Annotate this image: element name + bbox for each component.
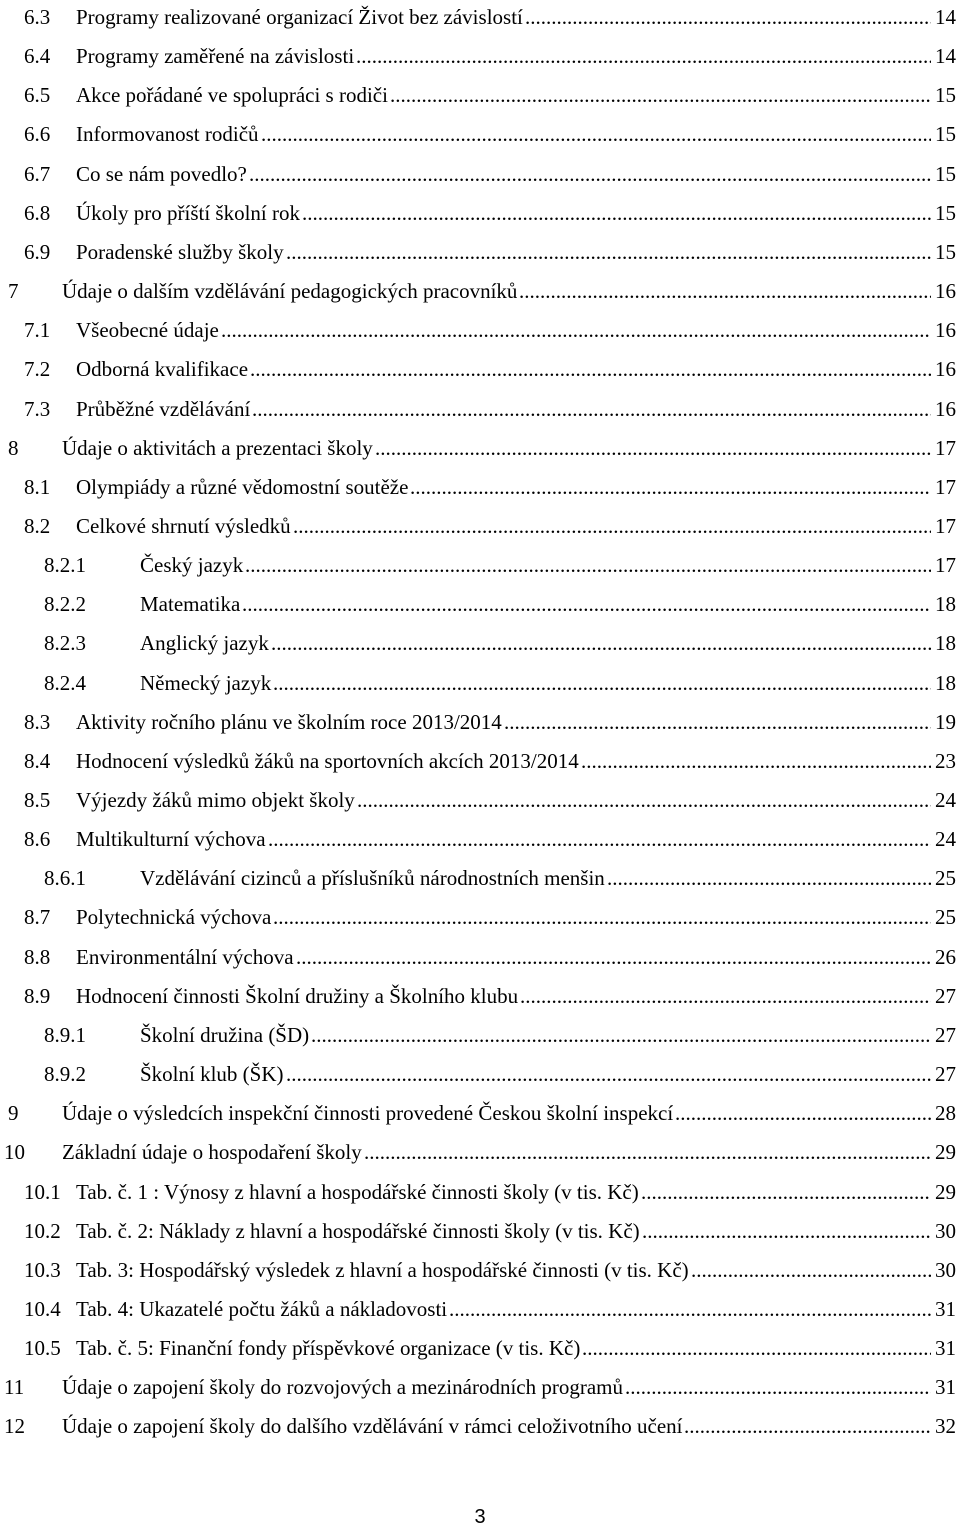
toc-dot-leader (245, 550, 931, 580)
toc-entry-number: 7.2 (24, 357, 51, 382)
toc-entry-number: 10.5 (24, 1336, 61, 1361)
toc-entry-title: Celkové shrnutí výsledků (76, 513, 291, 538)
toc-entry-title: Všeobecné údaje (76, 318, 219, 343)
toc-dot-leader (504, 707, 931, 737)
toc-entry[interactable] (0, 159, 956, 189)
toc-dot-leader (641, 1177, 931, 1207)
toc-entry[interactable] (0, 1177, 956, 1207)
toc-dot-leader (375, 433, 931, 463)
toc-dot-leader (520, 981, 931, 1011)
toc-entry[interactable] (0, 2, 956, 32)
toc-entry-number: 6.5 (24, 83, 51, 108)
toc-dot-leader (296, 942, 931, 972)
toc-entry[interactable] (0, 863, 956, 893)
toc-entry-number: 6.6 (24, 122, 51, 147)
toc-entry-title: Tab. 4: Ukazatelé počtu žáků a nákladovosti (76, 1296, 448, 1321)
toc-entry-page: 18 (931, 668, 956, 698)
toc-entry-title: Tab. č. 5: Finanční fondy příspěvkové organizace (v tis. Kč) (76, 1336, 581, 1361)
toc-dot-leader (582, 1333, 931, 1363)
toc-entry[interactable] (0, 1020, 956, 1050)
toc-entry-title: Tab. 3: Hospodářský výsledek z hlavní a hospodářské činnosti (v tis. Kč) (76, 1257, 689, 1282)
toc-entry-title: Programy realizované organizací Život bez závislostí (76, 5, 523, 29)
toc-entry-number: 8.2.2 (44, 592, 86, 617)
toc-entry-title: Školní klub (ŠK) (140, 1062, 284, 1087)
toc-entry[interactable] (0, 589, 956, 619)
toc-dot-leader (691, 1255, 931, 1285)
toc-entry-page: 15 (931, 80, 956, 110)
toc-entry[interactable] (0, 707, 956, 737)
toc-dot-leader (252, 394, 931, 424)
toc-entry-title: Informovanost rodičů (76, 122, 259, 147)
toc-dot-leader (519, 276, 931, 306)
toc-dot-leader (410, 472, 931, 502)
toc-entry-title: Anglický jazyk (140, 631, 269, 656)
toc-entry-title: Německý jazyk (140, 670, 272, 695)
toc-entry-number: 8 (8, 435, 19, 460)
toc-dot-leader (607, 863, 931, 893)
toc-entry-title: Akce pořádané ve spolupráci s rodiči (76, 83, 388, 108)
toc-entry-page: 28 (931, 1098, 956, 1128)
toc-entry-number: 8.2 (24, 513, 51, 538)
toc-entry[interactable] (0, 785, 956, 815)
toc-entry-page: 15 (931, 198, 956, 228)
toc-entry-number: 12 (4, 1414, 25, 1439)
toc-dot-leader (642, 1216, 931, 1246)
toc-entry-page: 26 (931, 942, 956, 972)
toc-dot-leader (286, 237, 931, 267)
toc-entry-title: Výjezdy žáků mimo objekt školy (76, 788, 355, 812)
toc-entry-number: 9 (8, 1101, 19, 1126)
toc-entry[interactable] (0, 315, 956, 345)
toc-entry-title: Programy zaměřené na závislosti (76, 44, 355, 69)
toc-entry-page: 17 (931, 433, 956, 463)
toc-entry-number: 10.1 (24, 1179, 61, 1204)
toc-entry-title: Multikulturní výchova (76, 827, 266, 852)
toc-entry-page: 18 (931, 628, 956, 658)
toc-dot-leader (581, 746, 931, 776)
toc-entry-number: 8.6 (24, 827, 51, 852)
toc-dot-leader (271, 628, 931, 658)
toc-dot-leader (293, 511, 931, 541)
page-number: 3 (474, 1506, 486, 1528)
toc-entry-page: 17 (931, 511, 956, 541)
toc-entry-page: 30 (931, 1255, 956, 1285)
toc-entry-number: 6.9 (24, 239, 51, 264)
toc-entry[interactable] (0, 1294, 956, 1324)
toc-entry-number: 8.7 (24, 905, 51, 930)
toc-entry-page: 32 (931, 1411, 956, 1441)
toc-dot-leader (302, 198, 931, 228)
toc-dot-leader (249, 159, 931, 189)
toc-entry-number: 10.4 (24, 1296, 61, 1321)
toc-entry-number: 8.4 (24, 748, 51, 773)
toc-entry-title: Úkoly pro příští školní rok (76, 200, 300, 225)
toc-entry-number: 8.9.1 (44, 1022, 86, 1047)
toc-entry[interactable] (0, 1333, 956, 1363)
toc-entry[interactable] (0, 1098, 956, 1128)
toc-entry-title: Odborná kvalifikace (76, 357, 249, 382)
toc-entry-page: 14 (931, 41, 956, 71)
toc-entry-page: 14 (931, 2, 956, 32)
toc-entry[interactable] (0, 394, 956, 424)
toc-dot-leader (684, 1411, 931, 1441)
toc-entry[interactable] (0, 550, 956, 580)
toc-entry-number: 8.6.1 (44, 866, 86, 891)
toc-entry-page: 18 (931, 589, 956, 619)
toc-entry[interactable] (0, 981, 956, 1011)
toc-entry-page: 31 (931, 1333, 956, 1363)
toc-entry[interactable] (0, 668, 956, 698)
toc-entry-title: Školní družina (ŠD) (140, 1022, 310, 1047)
toc-entry-title: Co se nám povedlo? (76, 161, 247, 186)
toc-entry-number: 7 (8, 279, 19, 304)
toc-entry-number: 8.8 (24, 944, 51, 969)
toc-entry-title: Údaje o zapojení školy do dalšího vzdělávání v rámci celoživotního učení (62, 1414, 683, 1439)
toc-entry-number: 8.9.2 (44, 1062, 86, 1087)
toc-dot-leader (311, 1020, 931, 1050)
toc-entry-page: 31 (931, 1372, 956, 1402)
toc-dot-leader (364, 1137, 931, 1167)
toc-entry-number: 8.9 (24, 983, 51, 1008)
toc-entry-title: Matematika (140, 592, 241, 617)
toc-entry-page: 30 (931, 1216, 956, 1246)
toc-entry[interactable] (0, 472, 956, 502)
toc-entry-number: 10.2 (24, 1218, 61, 1243)
toc-entry-page: 27 (931, 981, 956, 1011)
toc-entry-number: 8.2.3 (44, 631, 86, 656)
toc-entry-page: 17 (931, 472, 956, 502)
toc-entry-page: 24 (931, 785, 956, 815)
toc-entry-title: Tab. č. 2: Náklady z hlavní a hospodářské činnosti školy (v tis. Kč) (76, 1218, 640, 1243)
toc-entry-title: Údaje o zapojení školy do rozvojových a mezinárodních programů (62, 1375, 623, 1400)
toc-dot-leader (242, 589, 931, 619)
toc-entry[interactable] (0, 942, 956, 972)
toc-entry[interactable] (0, 1411, 956, 1441)
toc-entry-number: 8.1 (24, 474, 51, 499)
toc-entry[interactable] (0, 41, 956, 71)
toc-entry-page: 16 (931, 276, 956, 306)
toc-entry-page: 16 (931, 394, 956, 424)
toc-entry-title: Hodnocení výsledků žáků na sportovních akcích 2013/2014 (76, 748, 579, 773)
toc-dot-leader (221, 315, 931, 345)
toc-entry-number: 10.3 (24, 1257, 61, 1282)
toc-entry-page: 31 (931, 1294, 956, 1324)
toc-entry-page: 23 (931, 746, 956, 776)
toc-entry[interactable] (0, 354, 956, 384)
toc-entry-page: 19 (931, 707, 956, 737)
toc-entry[interactable] (0, 198, 956, 228)
toc-entry[interactable] (0, 433, 956, 463)
toc-entry[interactable] (0, 1137, 956, 1167)
toc-entry-number: 6.4 (24, 44, 51, 69)
toc-entry-page: 15 (931, 159, 956, 189)
toc-entry-number: 11 (4, 1375, 25, 1400)
toc-dot-leader (449, 1294, 931, 1324)
toc-dot-leader (268, 824, 931, 854)
toc-entry[interactable] (0, 1372, 956, 1402)
toc-dot-leader (357, 785, 931, 815)
toc-entry-number: 6.8 (24, 200, 51, 225)
toc-dot-leader (356, 41, 931, 71)
toc-entry-page: 15 (931, 119, 956, 149)
toc-entry[interactable] (0, 1059, 956, 1089)
toc-entry[interactable] (0, 1255, 956, 1285)
toc-entry-title: Základní údaje o hospodaření školy (62, 1140, 362, 1165)
toc-dot-leader (261, 119, 931, 149)
toc-entry-number: 7.3 (24, 396, 51, 421)
toc-entry[interactable] (0, 746, 956, 776)
toc-entry-page: 15 (931, 237, 956, 267)
toc-entry[interactable] (0, 1216, 956, 1246)
toc-entry-number: 10 (4, 1140, 25, 1165)
toc-entry-title: Český jazyk (140, 553, 244, 578)
toc-entry[interactable] (0, 902, 956, 932)
toc-entry-title: Environmentální výchova (76, 944, 294, 969)
toc-entry-page: 16 (931, 354, 956, 384)
toc-dot-leader (286, 1059, 931, 1089)
toc-entry-page: 27 (931, 1020, 956, 1050)
toc-dot-leader (625, 1372, 931, 1402)
toc-entry-number: 8.2.4 (44, 670, 86, 695)
toc-entry-number: 7.1 (24, 318, 51, 343)
toc-entry-page: 29 (931, 1177, 956, 1207)
toc-entry-title: Údaje o výsledcích inspekční činnosti provedené Českou školní inspekcí (62, 1101, 674, 1126)
toc-entry-title: Polytechnická výchova (76, 905, 272, 930)
toc-entry-title: Údaje o aktivitách a prezentaci školy (62, 435, 373, 460)
toc-entry-page: 24 (931, 824, 956, 854)
toc-dot-leader (250, 354, 931, 384)
toc-entry[interactable] (0, 276, 956, 306)
toc-entry-title: Vzdělávání cizinců a příslušníků národnostních menšin (140, 866, 605, 891)
toc-entry-page: 27 (931, 1059, 956, 1089)
toc-entry-page: 16 (931, 315, 956, 345)
toc-dot-leader (273, 902, 931, 932)
toc-entry-title: Poradenské služby školy (76, 239, 284, 264)
toc-entry[interactable] (0, 628, 956, 658)
toc-entry-title: Aktivity ročního plánu ve školním roce 2013/2014 (76, 709, 502, 734)
toc-dot-leader (390, 80, 931, 110)
toc-entry-number: 8.3 (24, 709, 51, 734)
toc-entry[interactable] (0, 824, 956, 854)
toc-entry[interactable] (0, 80, 956, 110)
toc-dot-leader (525, 2, 931, 32)
toc-entry-page: 25 (931, 863, 956, 893)
toc-entry-title: Tab. č. 1 : Výnosy z hlavní a hospodářské činnosti školy (v tis. Kč) (76, 1179, 639, 1204)
toc-entry-page: 25 (931, 902, 956, 932)
toc-entry-number: 8.2.1 (44, 553, 86, 578)
toc-entry[interactable] (0, 511, 956, 541)
toc-entry-number: 6.3 (24, 5, 51, 29)
toc-entry-page: 29 (931, 1137, 956, 1167)
toc-entry-title: Hodnocení činnosti Školní družiny a Školního klubu (76, 983, 519, 1008)
toc-dot-leader (273, 668, 931, 698)
toc-entry-number: 6.7 (24, 161, 51, 186)
toc-entry-number: 8.5 (24, 788, 51, 812)
toc-entry[interactable] (0, 119, 956, 149)
toc-entry-title: Průběžné vzdělávání (76, 396, 251, 421)
toc-entry-title: Údaje o dalším vzdělávání pedagogických pracovníků (62, 279, 518, 304)
toc-dot-leader (675, 1098, 931, 1128)
toc-entry[interactable] (0, 237, 956, 267)
toc-entry-title: Olympiády a různé vědomostní soutěže (76, 474, 409, 499)
toc-entry-page: 17 (931, 550, 956, 580)
